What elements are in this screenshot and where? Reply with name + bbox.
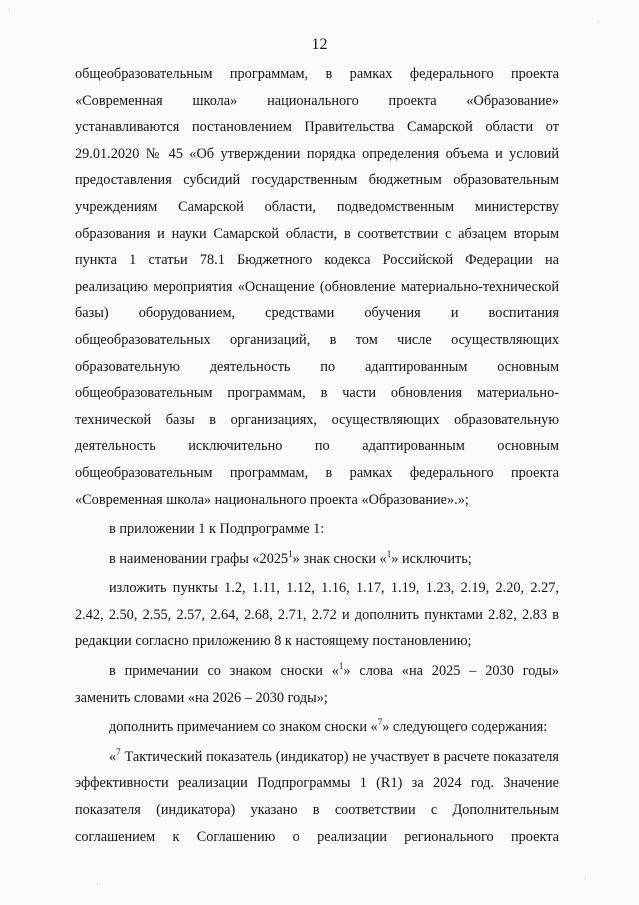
paragraph-note-replace bbox=[75, 658, 559, 711]
text-segment: » следующего содержания: bbox=[382, 719, 548, 736]
footnote-mark: 7 bbox=[377, 717, 383, 728]
text-segment: дополнить примечанием со знаком сноски « bbox=[109, 719, 378, 736]
scan-speck: · bbox=[8, 6, 11, 15]
paragraph-appendix-1: в приложении 1 к Подпрограмме 1: bbox=[109, 521, 325, 538]
footnote-mark: 7 bbox=[116, 747, 121, 758]
scan-speck: · bbox=[584, 874, 587, 883]
footnote-mark: 1 bbox=[288, 548, 293, 559]
text-segment: в примечании со знаком сноски « bbox=[109, 663, 339, 680]
paragraph-add-note bbox=[75, 714, 559, 741]
page-number: 12 bbox=[311, 36, 328, 53]
text-segment: в наименовании графы «2025 bbox=[109, 550, 289, 567]
paragraph-items-list: изложить пункты 1.2, 1.11, 1.12, 1.16, 1.17, 1.19, 1.23, 2.19, 2.20, 2.27, 2.42, 2.50, 2.55, 2.57, 2.64, 2.68, 2.71, 2.72 и дополнить пунктами 2.82, 2.83 в редакции согласно приложению 8 к настоящему постановлению; bbox=[75, 580, 559, 650]
footnote-mark: 1 bbox=[338, 661, 344, 672]
footnote-mark: 1 bbox=[386, 548, 392, 559]
paragraph-footnote-text bbox=[75, 744, 559, 850]
paragraph-continuation: общеобразовательным программам, в рамках федерального проекта «Современная школа» национального проекта «Образование» устанавливаются постановлением Правительства Самарской области от 29.01.2020 № 45 «Об утверждении порядка определения объема и условий предоставления субсидий государственным бюджетным образовательным учреждениям Самарской области, подведомственным министерству образования и науки Самарской области, в соответствии с абзацем вторым пункта 1 статьи 78.1 Бюджетного кодекса Российской Федерации на реализацию мероприятия «Оснащение (обновление материально-технической базы) оборудованием, средствами обучения и воспитания общеобразовательных организаций, в том числе осуществляющих образовательную деятельность по адаптированным основным общеобразовательным программам, в части обновления материально-технической базы в организациях, осуществляющих образовательную деятельность исключительно по адаптированным основным общеобразовательным программам, в рамках федерального проекта «Современная школа» национального проекта «Образование».»; bbox=[75, 66, 559, 508]
text-segment: » исключить; bbox=[391, 550, 472, 567]
scan-speck: · bbox=[597, 18, 600, 27]
paragraph-column-name bbox=[75, 546, 559, 573]
text-segment: Тактический показатель (индикатор) не участвует в расчете показателя эффективности реализации Подпрограммы 1 (R1) за 2024 год. Значение показателя (индикатора) указано в соответствии с Дополнительным соглашением к Соглашению о реализации регионального проекта bbox=[75, 748, 559, 845]
text-segment: « bbox=[109, 748, 117, 765]
text-segment: » знак сноски « bbox=[292, 550, 387, 567]
document-body bbox=[75, 61, 559, 850]
text-segment: » слова «на 2025 – 2030 годы» заменить словами «на 2026 – 2030 годы»; bbox=[75, 663, 559, 706]
scan-speck: · bbox=[96, 880, 99, 889]
